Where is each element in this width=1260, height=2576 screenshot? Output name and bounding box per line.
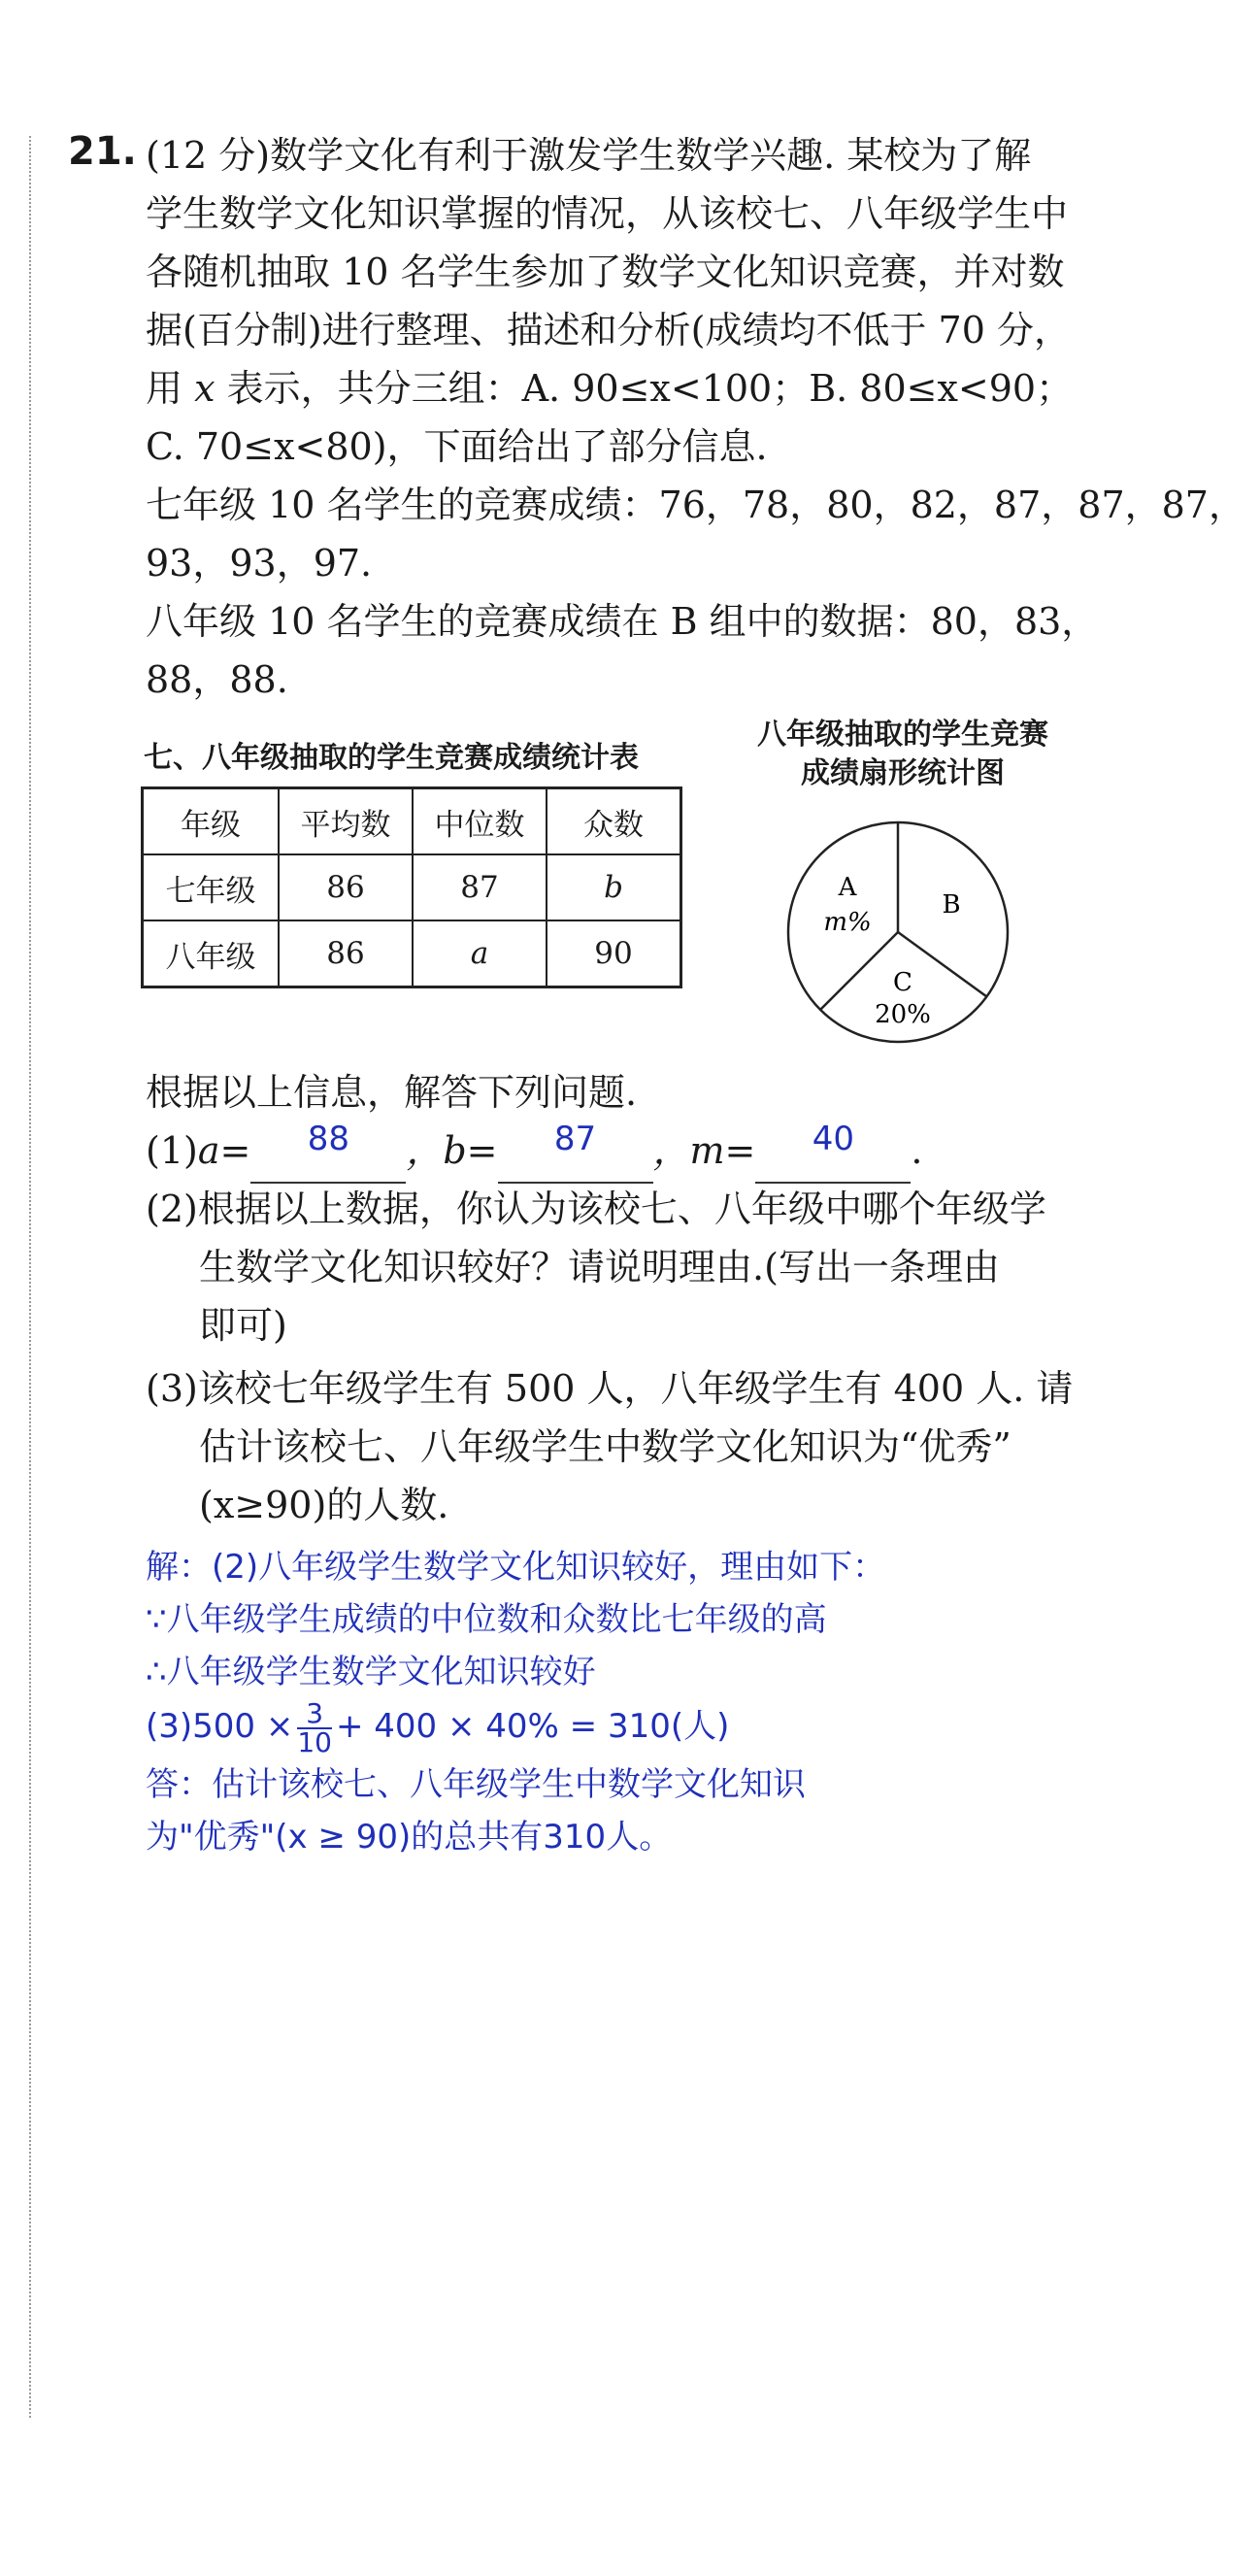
binding-margin-line — [29, 136, 31, 2418]
part-2-line-1: (2)根据以上数据，你认为该校七、八年级中哪个年级学 — [146, 1188, 1046, 1230]
part-3-line-1: (3)该校七年级学生有 500 人，八年级学生有 400 人. 请 — [146, 1367, 1074, 1410]
table-header-row — [143, 788, 681, 855]
part-1-b-label: ，b= — [406, 1129, 498, 1172]
header-median: 中位数 — [413, 788, 547, 855]
answer-a: 88 — [307, 1120, 349, 1158]
pie-slice-b-label: B — [942, 890, 961, 920]
row2-mean: 86 — [279, 920, 413, 987]
solution-line-6: 为"优秀"(x ≥ 90)的总共有310人。 — [146, 1818, 673, 1857]
grade7-scores-line-2: 93，93，97. — [146, 542, 373, 585]
row2-grade: 八年级 — [143, 920, 280, 987]
header-mean: 平均数 — [279, 788, 413, 855]
pie-slice-a-label: A — [838, 873, 857, 902]
pie-chart — [781, 816, 1014, 1049]
answer-b: 87 — [553, 1120, 597, 1158]
solution-line-2: ∵八年级学生成绩的中位数和众数比七年级的高 — [146, 1600, 827, 1639]
row1-mean: 86 — [279, 854, 413, 920]
pie-title-line-2: 成绩扇形统计图 — [801, 756, 1005, 790]
question-number: 21. — [68, 129, 137, 174]
grade8-scores-line-1: 八年级 10 名学生的竞赛成绩在 B 组中的数据：80，83， — [146, 600, 1099, 643]
answer-blank-b — [498, 1121, 653, 1184]
pie-slice-c-value: 20% — [875, 1000, 931, 1029]
stem-line-5 — [146, 359, 1097, 418]
pie-slice-a-value: m% — [823, 908, 872, 937]
header-mode: 众数 — [547, 788, 681, 855]
row1-mode: b — [547, 854, 681, 920]
solution-line-1: 解：(2)八年级学生数学文化知识较好，理由如下： — [146, 1548, 886, 1587]
part-3-line-2: 估计该校七、八年级学生中数学文化知识为“优秀” — [199, 1425, 1011, 1468]
stem-line-1: (12 分)数学文化有利于激发学生数学兴趣. 某校为了解 — [146, 134, 1032, 177]
fraction-denominator: 10 — [297, 1725, 332, 1758]
table-row — [143, 854, 681, 920]
header-grade: 年级 — [143, 788, 280, 855]
table-row — [143, 920, 681, 987]
stem-line-5-post: 表示，共分三组：A. 90≤x<100；B. 80≤x<90； — [215, 367, 1074, 410]
part-1-m-label: ，m= — [652, 1129, 756, 1172]
solution-line-5: 答：估计该校七、八年级学生中数学文化知识 — [146, 1765, 806, 1804]
fraction-numerator: 3 — [297, 1700, 332, 1729]
stem-line-5-var: x — [194, 367, 216, 410]
answer-blank-m — [755, 1121, 911, 1184]
part-1-end: . — [911, 1129, 923, 1172]
solution-calc-post: + 400 × 40% = 310(人) — [336, 1707, 730, 1746]
row2-median: a — [413, 920, 547, 987]
stem-line-6: C. 70≤x<80)，下面给出了部分信息. — [146, 425, 768, 468]
part-1-a-label: a= — [197, 1129, 251, 1172]
stem-line-5-pre: 用 — [146, 367, 195, 410]
solution-calc-pre: (3)500 × — [146, 1707, 294, 1746]
part-1-prefix: (1) — [146, 1129, 198, 1172]
stem-line-2: 学生数学文化知识掌握的情况，从该校七、八年级学生中 — [146, 192, 1069, 235]
pie-slice-c-label: C — [893, 968, 912, 997]
part-2-line-3: 即可) — [199, 1304, 287, 1347]
grade7-scores-line-1: 七年级 10 名学生的竞赛成绩：76，78，80，82，87，87，87， — [146, 484, 1245, 526]
part-3-line-3: (x≥90)的人数. — [199, 1484, 449, 1526]
stem-line-3: 各随机抽取 10 名学生参加了数学文化知识竞赛，并对数 — [146, 251, 1065, 293]
row2-mode: 90 — [547, 920, 681, 987]
table-title: 七、八年级抽取的学生竞赛成绩统计表 — [144, 741, 639, 775]
row1-median: 87 — [413, 854, 547, 920]
part-1 — [146, 1121, 1097, 1184]
fraction-3-10 — [297, 1696, 332, 1758]
answer-blank-a — [250, 1121, 406, 1184]
row1-grade: 七年级 — [143, 854, 280, 920]
pie-divider-c-a — [820, 932, 898, 1010]
grade8-scores-line-2: 88，88. — [146, 658, 288, 701]
stem-line-4: 据(百分制)进行整理、描述和分析(成绩均不低于 70 分， — [146, 309, 1071, 351]
stats-table — [141, 786, 682, 988]
part-2-line-2: 生数学文化知识较好？请说明理由.(写出一条理由 — [199, 1246, 1000, 1288]
pie-title-line-1: 八年级抽取的学生竞赛 — [757, 718, 1048, 752]
parts-intro: 根据以上信息，解答下列问题. — [146, 1071, 638, 1114]
answer-m: 40 — [812, 1120, 854, 1158]
solution-line-3: ∴八年级学生数学文化知识较好 — [146, 1653, 596, 1691]
solution-line-4 — [146, 1697, 1097, 1756]
